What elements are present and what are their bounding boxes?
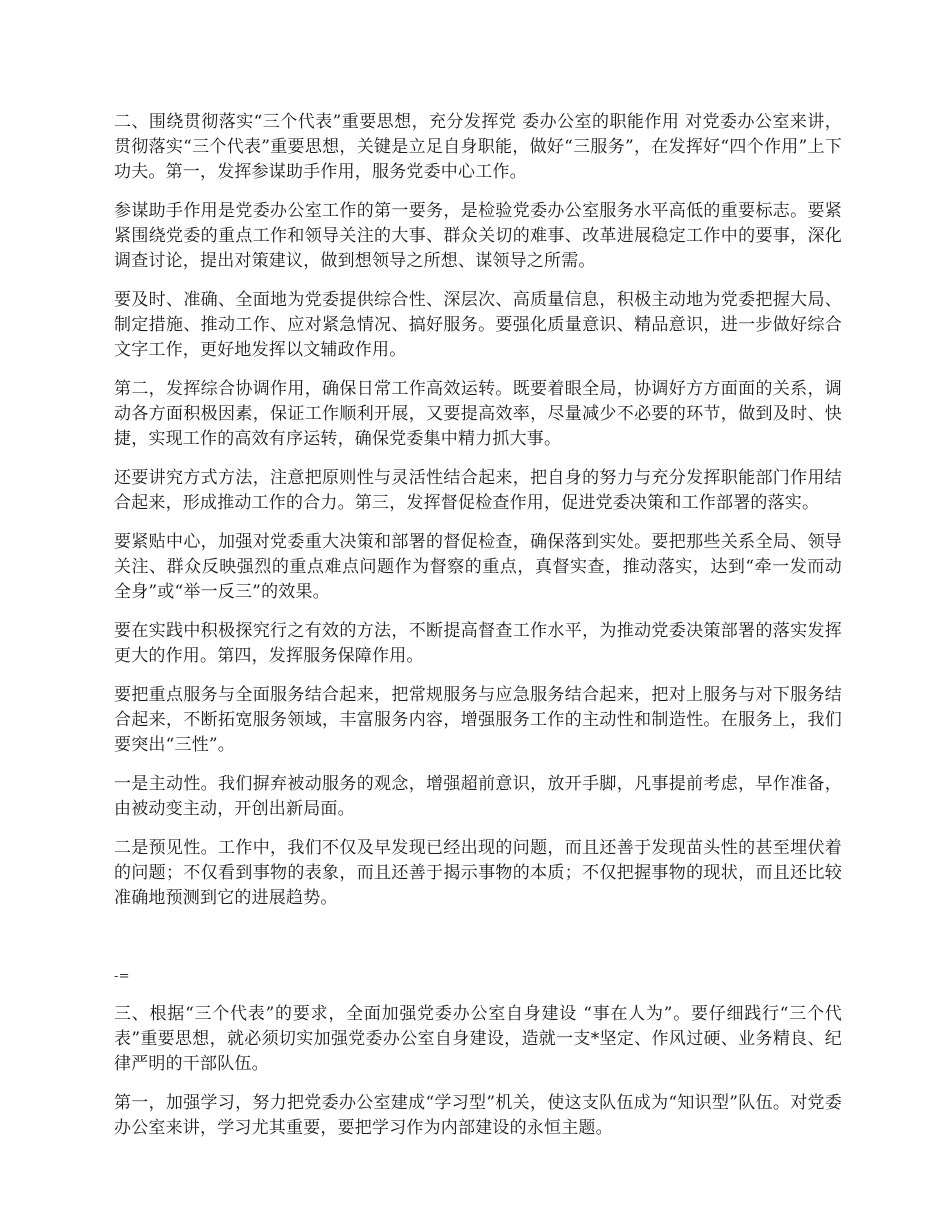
paragraph-4: 第二，发挥综合协调作用，确保日常工作高效运转。既要着眼全局，协调好方方面面的关系，调动各方面积极因素，保证工作顺利开展，又要提高效率，尽量减少不必要的环节，做到及时、快捷，实现工作的高效有序运转，确保党委集中精力抓大事。 [114,379,842,449]
paragraph-2: 参谋助手作用是党委办公室工作的第一要务，是检验党委办公室服务水平高低的重要标志。要紧紧围绕党委的重点工作和领导关注的大事、群众关切的难事、改革进展稳定工作中的要事，深化调查讨论，提出对策建议，做到想领导之所想、谋领导之所需。 [114,201,842,271]
paragraph-10: 二是预见性。工作中，我们不仅及早发现已经出现的问题，而且还善于发现苗头性的甚至埋伏着的问题；不仅看到事物的表象，而且还善于揭示事物的本质；不仅把握事物的现状，而且还比较准确地预测到它的进展趋势。 [114,838,842,908]
paragraph-12: 第一，加强学习，努力把党委办公室建成“学习型”机关，使这支队伍成为“知识型”队伍。对党委办公室来讲，学习尤其重要，要把学习作为内部建设的永恒主题。 [114,1093,842,1138]
paragraph-8: 要把重点服务与全面服务结合起来，把常规服务与应急服务结合起来，把对上服务与对下服务结合起来，不断拓宽服务领域，丰富服务内容，增强服务工作的主动性和制造性。在服务上，我们要突出“三性”。 [114,685,842,755]
paragraph-3: 要及时、准确、全面地为党委提供综合性、深层次、高质量信息，积极主动地为党委把握大局、制定措施、推动工作、应对紧急情况、搞好服务。要强化质量意识、精品意识，进一步做好综合文字工作，更好地发挥以文辅政作用。 [114,290,842,360]
section-gap [114,925,842,968]
paragraph-7: 要在实践中积极探究行之有效的方法，不断提高督查工作水平，为推动党委决策部署的落实发挥更大的作用。第四，发挥服务保障作用。 [114,621,842,666]
paragraph-6: 要紧贴中心，加强对党委重大决策和部署的督促检查，确保落到实处。要把那些关系全局、领导关注、群众反映强烈的重点难点问题作为督察的重点，真督实查，推动落实，达到“牵一发而动全身”或“举一反三”的效果。 [114,532,842,602]
paragraph-5: 还要讲究方式方法，注意把原则性与灵活性结合起来，把自身的努力与充分发挥职能部门作用结合起来，形成推动工作的合力。第三，发挥督促检查作用，促进党委决策和工作部署的落实。 [114,468,842,513]
paragraph-9: 一是主动性。我们摒弃被动服务的观念，增强超前意识，放开手脚，凡事提前考虑，早作准备，由被动变主动，开创出新局面。 [114,774,842,819]
paragraph-1: 二、围绕贯彻落实“三个代表”重要思想，充分发挥党 委办公室的职能作用 对党委办公室来讲，贯彻落实“三个代表”重要思想，关键是立足自身职能，做好“三服务”，在发挥好“四个作用”上下功夫。第一，发挥参谋助手作用，服务党委中心工作。 [114,112,842,182]
section-marker: -= [114,969,130,984]
document-page [114,110,842,1155]
paragraph-11: 三、根据“三个代表”的要求，全面加强党委办公室自身建设 “事在人为”。要仔细践行“三个代表”重要思想，就必须切实加强党委办公室自身建设，造就一支*坚定、作风过硬、业务精良、纪律严明的干部队伍。 [114,1004,842,1074]
